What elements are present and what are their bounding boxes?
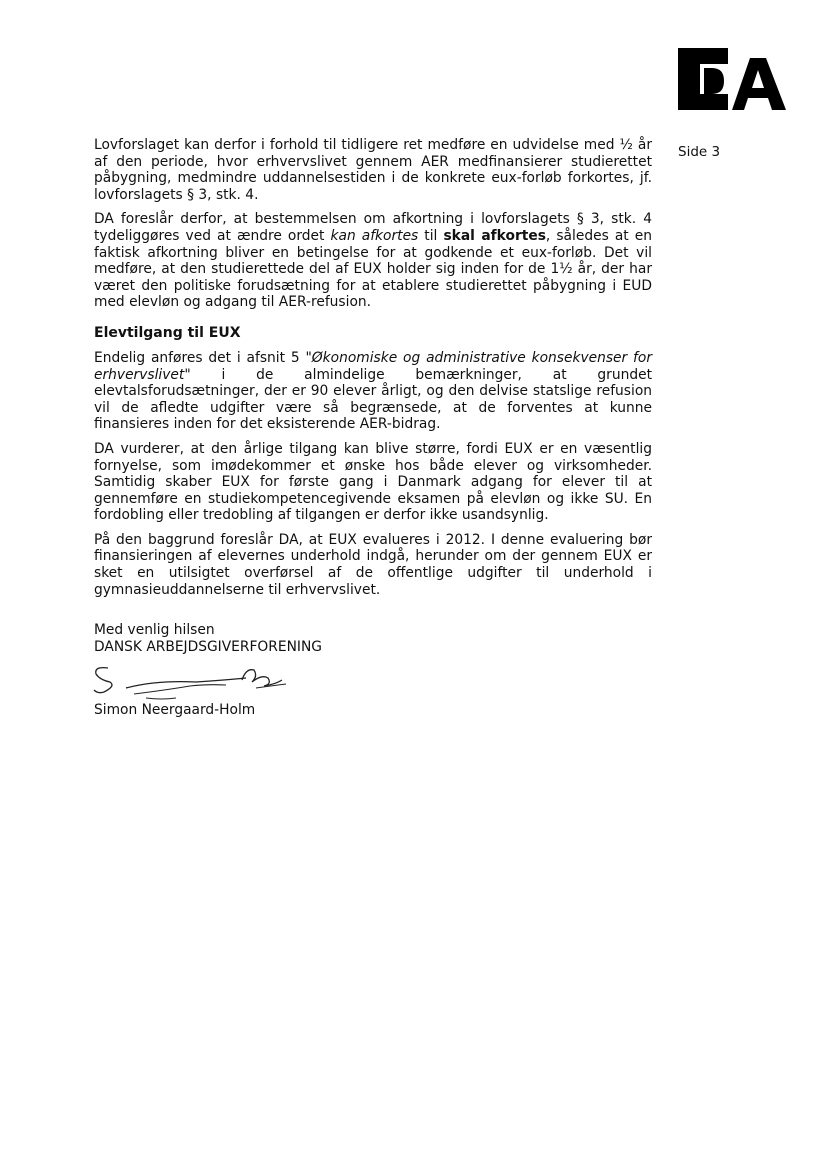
paragraph-evaluation: På den baggrund foreslår DA, at EUX evalueres i 2012. I denne evaluering bør finansieringen af elevernes underhold indgå, herunder om der gennem EUX er sket en utilsigtet overførsel af de offentlige udgifter til underhold i gymnasieuddannelserne til erhvervslivet. [94, 531, 652, 598]
proposal-text-mid: til [418, 227, 444, 244]
proposal-text-start: DA foreslår derfor, at bestemmelsen om afkortning i lovforslagets § 3, stk. 4 tydeliggøres ved at ændre ordet [94, 211, 652, 244]
closing-organization: DANSK ARBEJDSGIVERFORENING [94, 639, 322, 656]
closing-greeting: Med venlig hilsen [94, 622, 215, 639]
section5-text-start: Endelig anføres det i afsnit 5 [94, 349, 306, 366]
logo-a-shape [732, 58, 786, 110]
proposal-strong: skal afkortes [443, 227, 546, 244]
paragraph-section5 [94, 350, 652, 433]
closing-block [94, 622, 652, 719]
proposal-emphasis: kan afkortes [330, 227, 419, 244]
paragraph-extension: Lovforslaget kan derfor i forhold til tidligere ret medføre en udvidelse med ½ år af den periode, hvor erhvervslivet gennem AER medfinansierer studierettet påbygning, medmindre uddannelsestiden i de konkrete eux-forløb forkortes, jf. lovforslagets § 3, stk. 4. [94, 137, 652, 203]
proposal-text-end: , således at en faktisk afkortning bliver en betingelse for at godkende et eux-forløb. Det vil medføre, at den studierettede del af EUX holder sig inden for de 1½ år, der har været den politiske forudsætning for at etablere studierettet påbygning i EUD med elevløn og adgang til AER-refusion. [94, 227, 652, 311]
paragraph-assessment: DA vurderer, at den årlige tilgang kan blive større, fordi EUX er en væsentlig fornyelse, som imødekommer et ønske hos både elever og virksomheder. Samtidig skaber EUX for første gang i Danmark adgang for elever til at gennemføre en studiekompetencegivende eksamen på elevløn og ikke SU. En fordobling eller tredobling af tilgangen er derfor ikke usandsynlig. [94, 440, 652, 524]
signature [86, 658, 306, 704]
letter-body [94, 137, 652, 719]
section5-text-end: i de almindelige bemærkninger, at grundet elevtalsforudsætninger, der er 90 elever årligt, og den delvise statslige refusion vil de afledte udgifter være så begrænsede, at de forventes at kunne finansieres inden for det eksisterende AER-bidrag. [94, 366, 652, 433]
logo-d-inner [704, 68, 724, 94]
paragraph-proposal [94, 211, 652, 311]
section-heading: Elevtilgang til EUX [94, 324, 241, 341]
signer-name: Simon Neergaard-Holm [94, 702, 256, 719]
da-logo [676, 46, 790, 112]
page-number: Side 3 [678, 144, 721, 160]
section5-emphasis: "Økonomiske og administrative konsekvenser for erhvervslivet" [94, 349, 652, 383]
